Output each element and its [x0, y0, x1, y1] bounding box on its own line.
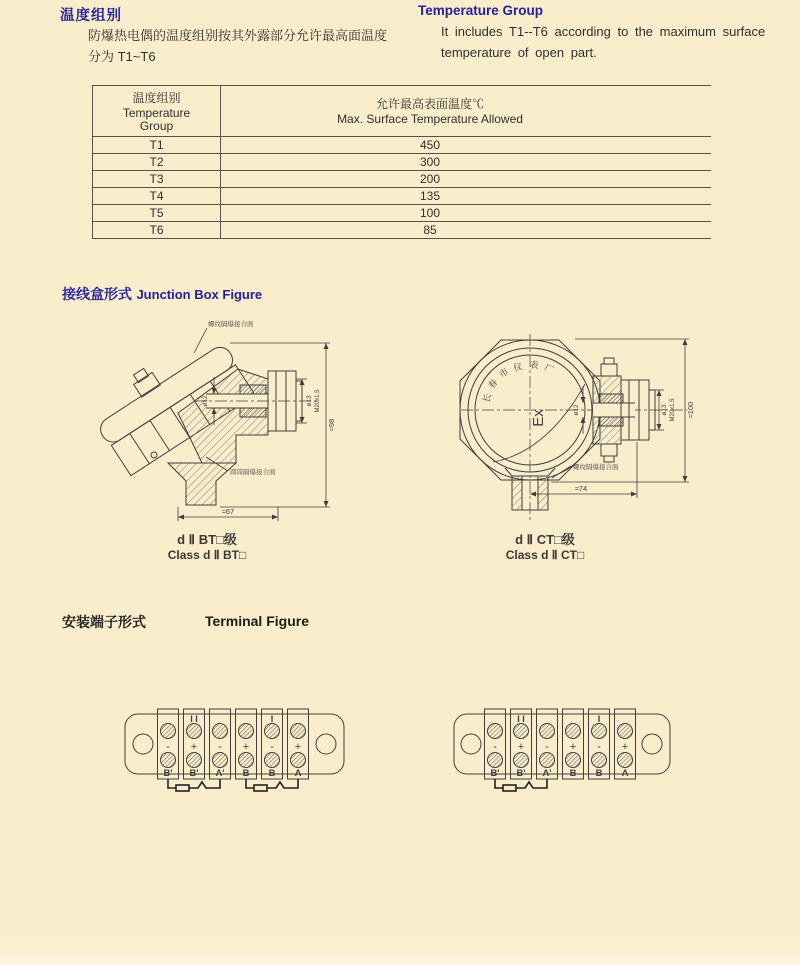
table-row [93, 137, 711, 154]
cell-temp: 85 [423, 222, 437, 237]
element-mark-dual: I I [190, 714, 198, 724]
polarity-sign: + [517, 741, 525, 753]
cell-group: T6 [93, 222, 221, 238]
cell-temp: 450 [419, 137, 441, 152]
terminal-label: B' [490, 768, 500, 779]
terminal-label: A' [542, 768, 552, 779]
junction-box-figure-right [455, 330, 710, 528]
dim-bore-label: ø12 [573, 404, 580, 416]
polarity-sign: + [621, 741, 629, 753]
polarity-sign: - [597, 741, 601, 753]
table-row [93, 222, 711, 239]
polarity-sign: - [218, 741, 222, 753]
leader-label-threaded-joint: 螺纹隔爆接合面 [573, 464, 619, 471]
polarity-sign: + [242, 741, 250, 753]
junction-box-heading-en: Junction Box Figure [136, 287, 263, 302]
terminal-heading-zh: 安装端子形式 [62, 614, 146, 630]
cell-group: T3 [93, 171, 221, 187]
temperature-group-body-zh-line1: 防爆热电偶的温度组别按其外露部分允许最高面温度 [88, 28, 388, 43]
page-bottom-fade [0, 936, 800, 965]
terminal-label: A [621, 768, 629, 779]
terminal-label: B [595, 768, 603, 779]
cell-temp: 200 [419, 171, 441, 186]
leader-label-cylindrical-joint: 圆筒隔爆接合面 [230, 469, 276, 476]
dim-outer-label: ø13 [306, 395, 313, 407]
cell-temp: 300 [419, 154, 441, 169]
dim-thread-label: M20x1.5 [315, 389, 321, 413]
arc-char: 长 [481, 392, 493, 404]
dim-height-label: ≈100 [686, 401, 695, 419]
cell-group: T2 [93, 154, 221, 170]
terminal-label: B [268, 768, 276, 779]
temperature-group-body-en-line2: temperature of open part. [441, 45, 597, 60]
dim-bore-label: ø12 [202, 395, 209, 407]
dim-outer-label: ø13 [661, 404, 668, 416]
class-label-left-en: Class d Ⅱ BT□ [167, 548, 247, 562]
terminal-label: B' [163, 768, 173, 779]
class-label-right-zh: d Ⅱ CT□级 [515, 532, 575, 547]
arc-char: 表 [529, 359, 539, 371]
table-header-col1-zh: 温度组别 [132, 90, 181, 105]
terminal-figure-left [118, 700, 358, 805]
table-header-col1-en1: Temperature [122, 105, 191, 120]
table-header-col2-zh: 允许最高表面温度℃ [375, 97, 484, 111]
table-row [93, 171, 711, 188]
class-label-left-zh: d Ⅱ BT□级 [177, 532, 237, 547]
temperature-group-table [92, 85, 711, 239]
junction-left-geometry [90, 324, 330, 521]
terminal-heading-en: Terminal Figure [205, 613, 309, 629]
polarity-sign: - [545, 741, 549, 753]
terminal-label: B' [516, 768, 526, 779]
terminal-right-geometry [454, 709, 670, 791]
junction-box-heading-zh: 接线盒形式 [62, 286, 132, 302]
polarity-sign: + [190, 741, 198, 753]
terminal-label: A' [215, 768, 225, 779]
element-mark-dual: I I [517, 714, 525, 724]
cell-group: T1 [93, 137, 221, 153]
terminal-label: B [569, 768, 577, 779]
table-header-col2-en: Max. Surface Temperature Allowed [337, 112, 523, 126]
arc-char: 厂 [542, 362, 556, 376]
temperature-group-body-zh-line2: 分为 T1~T6 [88, 49, 156, 64]
table-header-col1-en2: Group [139, 118, 174, 133]
polarity-sign: + [294, 741, 302, 753]
dim-height-label: ≈98 [327, 418, 336, 432]
class-label-right-en: Class d Ⅱ CT□ [505, 548, 585, 562]
cell-group: T4 [93, 188, 221, 204]
jumper-links [168, 779, 298, 791]
element-mark-single: I [597, 714, 601, 724]
cell-group: T5 [93, 205, 221, 221]
dim-thread-label: M20x1.5 [670, 398, 676, 422]
temperature-group-body-en-line1: It includes T1--T6 according to the maximum surface [441, 24, 766, 39]
cell-temp: 100 [419, 205, 441, 220]
table-row [93, 205, 711, 222]
ex-mark: Ex [530, 409, 547, 427]
section-title-temperature-group-en: Temperature Group [418, 3, 544, 18]
arc-char: 春 [486, 377, 500, 391]
jumper-links [495, 779, 547, 791]
terminal-figure-right [448, 700, 678, 805]
terminal-label: B' [189, 768, 199, 779]
table-header-col1 [93, 86, 221, 136]
class-label-left [127, 532, 287, 563]
arc-char: 市 [497, 366, 511, 380]
table-row [93, 188, 711, 205]
terminal-label: A [294, 768, 302, 779]
table-header-row [93, 86, 711, 137]
terminal-left-geometry [125, 709, 344, 791]
class-label-right [465, 532, 625, 563]
polarity-sign: - [493, 741, 497, 753]
leader-label-threaded-joint: 螺纹隔爆接合面 [208, 321, 254, 328]
section-title-temperature-group-zh: 温度组别 [60, 8, 122, 24]
polarity-sign: - [166, 741, 170, 753]
section-heading-junction-box [62, 284, 262, 304]
polarity-sign: - [270, 741, 274, 753]
dim-width-label: ≈74 [574, 484, 588, 493]
table-header-col2 [221, 86, 711, 136]
junction-box-figure-left [90, 313, 340, 531]
element-mark-single: I [270, 714, 274, 724]
dim-width-label: ≈67 [221, 507, 235, 516]
arc-char: 仪 [512, 361, 524, 373]
cell-temp: 135 [419, 188, 441, 203]
terminal-label: B [242, 768, 250, 779]
table-row [93, 154, 711, 171]
polarity-sign: + [569, 741, 577, 753]
